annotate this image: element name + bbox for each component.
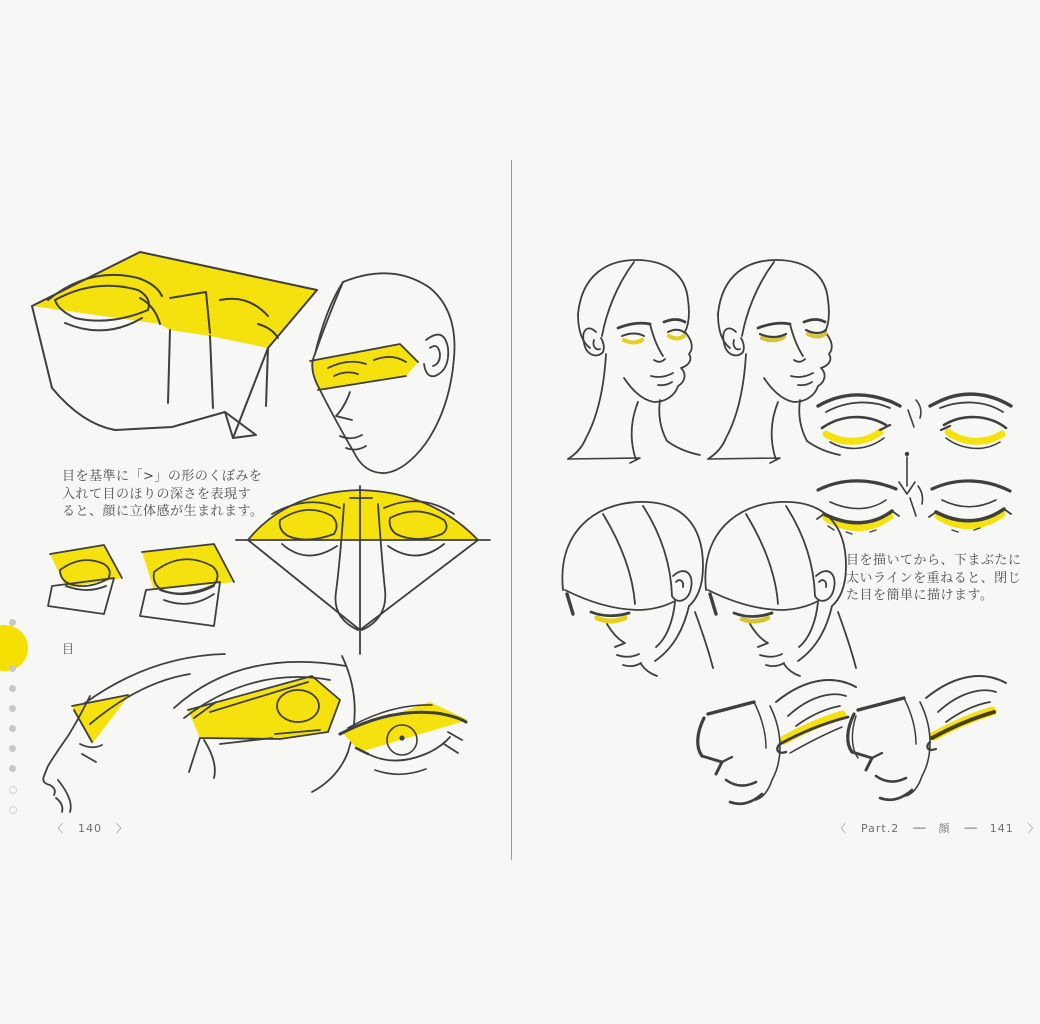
right-caption-line: た目を簡単に描けます。: [846, 588, 994, 603]
chapter-tab-circle: [0, 625, 28, 671]
footer-open-bracket: 〈: [835, 822, 847, 835]
right-page-footer: [835, 820, 1040, 836]
side-dot-hollow: [9, 786, 17, 794]
left-page-footer: [52, 820, 128, 836]
footer-part-label: Part.2: [861, 821, 900, 835]
side-dot-hollow: [9, 806, 17, 814]
footer-dash: ──: [964, 821, 976, 835]
right-page-number: 141: [989, 821, 1014, 835]
footer-close-bracket: 〉: [1027, 822, 1040, 835]
footer-dash: ──: [913, 821, 925, 835]
chapter-tab-label: 目: [62, 642, 75, 656]
left-page-number: 140: [78, 821, 102, 835]
right-caption: [846, 552, 1022, 605]
side-dot: [9, 745, 16, 752]
side-dot: [9, 665, 16, 672]
footer-close-bracket: 〉: [116, 822, 128, 835]
eye-socket-block-sketch: [20, 238, 320, 453]
side-dot: [9, 725, 16, 732]
side-dot: [9, 705, 16, 712]
footer-open-bracket: 〈: [52, 822, 64, 835]
closed-eye-face-study-2: [828, 658, 1020, 810]
head-looking-down-right: [688, 492, 860, 680]
right-caption-line: 目を描いてから、下まぶたに: [846, 553, 1022, 568]
page-gutter-line: [511, 160, 512, 860]
right-caption-line: 太いラインを重ねると、閉じ: [846, 570, 1022, 586]
left-caption-line: 入れて目のほりの深さを表現す: [62, 486, 252, 502]
left-caption-line: 目を基準に「>」の形のくぼみを: [62, 469, 263, 484]
side-dot: [9, 685, 16, 692]
detailed-single-eye-sketch: [330, 692, 480, 798]
brow-diamond-diagram: [232, 472, 494, 668]
side-dot: [9, 765, 16, 772]
left-caption-line: ると、顔に立体感が生まれます。: [62, 504, 264, 519]
footer-section-label: 顔: [938, 822, 951, 835]
head-with-eye-band-sketch: [288, 266, 474, 488]
head-three-quarter-open-eyes: [548, 252, 704, 466]
